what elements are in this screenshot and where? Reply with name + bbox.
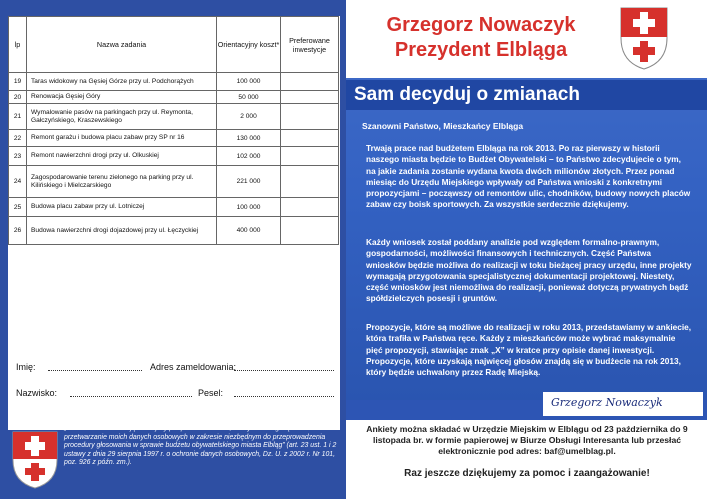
row-cost: 130 000: [217, 130, 281, 147]
greeting: Szanowni Państwo, Mieszkańcy Elbląga: [362, 121, 524, 131]
left-panel: [0, 0, 346, 499]
table-row: [9, 217, 339, 245]
row-cost: 50 000: [217, 91, 281, 104]
signature-box: [543, 392, 703, 416]
imie-label: Imię:: [16, 362, 36, 372]
paragraph-1: Trwają prace nad budżetem Elbląga na rok 2013. Po raz pierwszy w historii naszego miasta będzie to Budżet Obywatelski – to Państwo zdecydujecie o tym, na jakie zadania zostanie wydana kwota dwóch milionów złotych. Przez ponad miesiąc do Urzędu Miejskiego wpływały od Państwa wnioski z konkretnymi propozycjami – począwszy od remontów ulic, chodników, budowy nowych placów zabaw czy boisk sportowych. Za wszystkie serdecznie dziękujemy.: [366, 143, 691, 210]
table-row: [9, 91, 339, 104]
row-checkbox[interactable]: [281, 166, 339, 198]
pesel-input[interactable]: [234, 396, 334, 397]
row-nr: 24: [9, 166, 27, 198]
row-name: Remont garażu i budowa placu zabaw przy SP nr 16: [27, 130, 217, 147]
table-row: [9, 147, 339, 166]
row-nr: 21: [9, 104, 27, 130]
row-cost: 2 000: [217, 104, 281, 130]
row-name: Taras widokowy na Gęsiej Górze przy ul. Podchorążych: [27, 73, 217, 91]
imie-input[interactable]: [48, 370, 142, 371]
row-checkbox[interactable]: [281, 198, 339, 217]
field-imie: [16, 362, 36, 374]
field-pesel: [198, 388, 223, 400]
row-nr: 25: [9, 198, 27, 217]
nazwisko-label: Nazwisko:: [16, 388, 58, 398]
row-cost: 100 000: [217, 73, 281, 91]
row-nr: 19: [9, 73, 27, 91]
field-adres: [150, 362, 236, 374]
table-row: [9, 130, 339, 147]
header-name: Grzegorz Nowaczyk: [386, 14, 576, 36]
row-nr: 26: [9, 217, 27, 245]
table-row: [9, 198, 339, 217]
nazwisko-input[interactable]: [70, 396, 192, 397]
elblag-crest-icon: [10, 430, 60, 490]
field-nazwisko: [16, 388, 57, 400]
header-pref: Preferowane inwestycje: [281, 17, 339, 73]
table-row: [9, 166, 339, 198]
projects-table: [8, 16, 339, 245]
title-banner: [346, 80, 707, 110]
elblag-crest-icon: [618, 6, 670, 72]
table-header: [9, 17, 339, 73]
row-name: Wymalowanie pasów na parkingach przy ul. Reymonta, Gałczyńskiego, Kraszewskiego: [27, 104, 217, 130]
row-name: Budowa placu zabaw przy ul. Lotniczej: [27, 198, 217, 217]
row-name: Renowacja Gęsiej Góry: [27, 91, 217, 104]
table-row: [9, 73, 339, 91]
banner-title: Sam decyduj o zmianach: [354, 84, 580, 105]
row-checkbox[interactable]: [281, 217, 339, 245]
thanks-line: Raz jeszcze dziękujemy za pomoc i zaangażowanie!: [404, 468, 650, 479]
paragraph-3: Propozycje, które są możliwe do realizacji w roku 2013, przedstawiamy w ankiecie, która trafiła w Państwa ręce. Każdy z mieszkańców może wybrać maksymalnie pięć propozycji, stawiając znak „X” w kratce przy opisie danej inwestycji. Propozycje, które uzyskają najwięcej głosów znajdą się w budżecie na rok 2013, który będzie uchwalony przez Radę Miejską.: [366, 322, 692, 378]
row-cost: 100 000: [217, 198, 281, 217]
row-checkbox[interactable]: [281, 91, 339, 104]
row-name: Remont nawierzchni drogi przy ul. Olkuskiej: [27, 147, 217, 166]
header-nr: lp: [9, 17, 27, 73]
pesel-label: Pesel:: [198, 388, 224, 398]
row-nr: 23: [9, 147, 27, 166]
adres-input[interactable]: [234, 370, 334, 371]
row-name: Budowa nawierzchni drogi dojazdowej przy ul. Łęczyckiej: [27, 217, 217, 245]
row-nr: 20: [9, 91, 27, 104]
right-panel: [346, 0, 707, 499]
header-cost: Orientacyjny koszt*: [217, 17, 281, 73]
consent-statement: „Jednocześnie składając niniejszy podpis oświadczam, że wyrażam zgodę na przetwarzanie moich danych osobowych w zakresie niezbędnym do przeprowadzenia procedury głosowania w sprawie budżetu obywatelskiego miasta Elbląg” (art. 23 ust. 1 i 2 ustawy z dnia 29 sierpnia 1997 r. o ochronie danych osobowych, Dz. U. z 2002 r. Nr 101, poz. 926 z późn. zm.).: [64, 425, 337, 467]
row-cost: 102 000: [217, 147, 281, 166]
row-checkbox[interactable]: [281, 147, 339, 166]
row-nr: 22: [9, 130, 27, 147]
header-name: Nazwa zadania: [27, 17, 217, 73]
row-cost: 221 000: [217, 166, 281, 198]
adres-label: Adres zameldowania:: [150, 362, 237, 372]
row-name: Zagospodarowanie terenu zielonego na parking przy ul. Kilińskiego i Mielczarskiego: [27, 166, 217, 198]
submission-info: Ankiety można składać w Urzędzie Miejskim w Elblągu od 23 października do 9 listopada br. w formie papierowej w Biurze Obsługi Interesanta lub przesłać elektronicznie pod adres: baf@umelblag.pl.: [366, 424, 688, 456]
row-cost: 400 000: [217, 217, 281, 245]
row-checkbox[interactable]: [281, 73, 339, 91]
table-row: [9, 104, 339, 130]
paragraph-2: Każdy wniosek został poddany analizie pod względem formalno-prawnym, gospodarności, możliwości finansowych i technicznych. Część Państwa wniosków będzie możliwa do realizacji w toku bieżącej pracy urzędu, inne projekty wymagają przygotowania specjalistycznej dokumentacji projektowej. Niestety, część wniosków jest niemożliwa do realizacji, ponieważ dotyczą prywatnych bądź spółdzielczych posesji i gruntów.: [366, 237, 692, 304]
header-title: Prezydent Elbląga: [394, 39, 568, 61]
signature: Grzegorz Nowaczyk: [551, 396, 663, 409]
row-checkbox[interactable]: [281, 130, 339, 147]
row-checkbox[interactable]: [281, 104, 339, 130]
